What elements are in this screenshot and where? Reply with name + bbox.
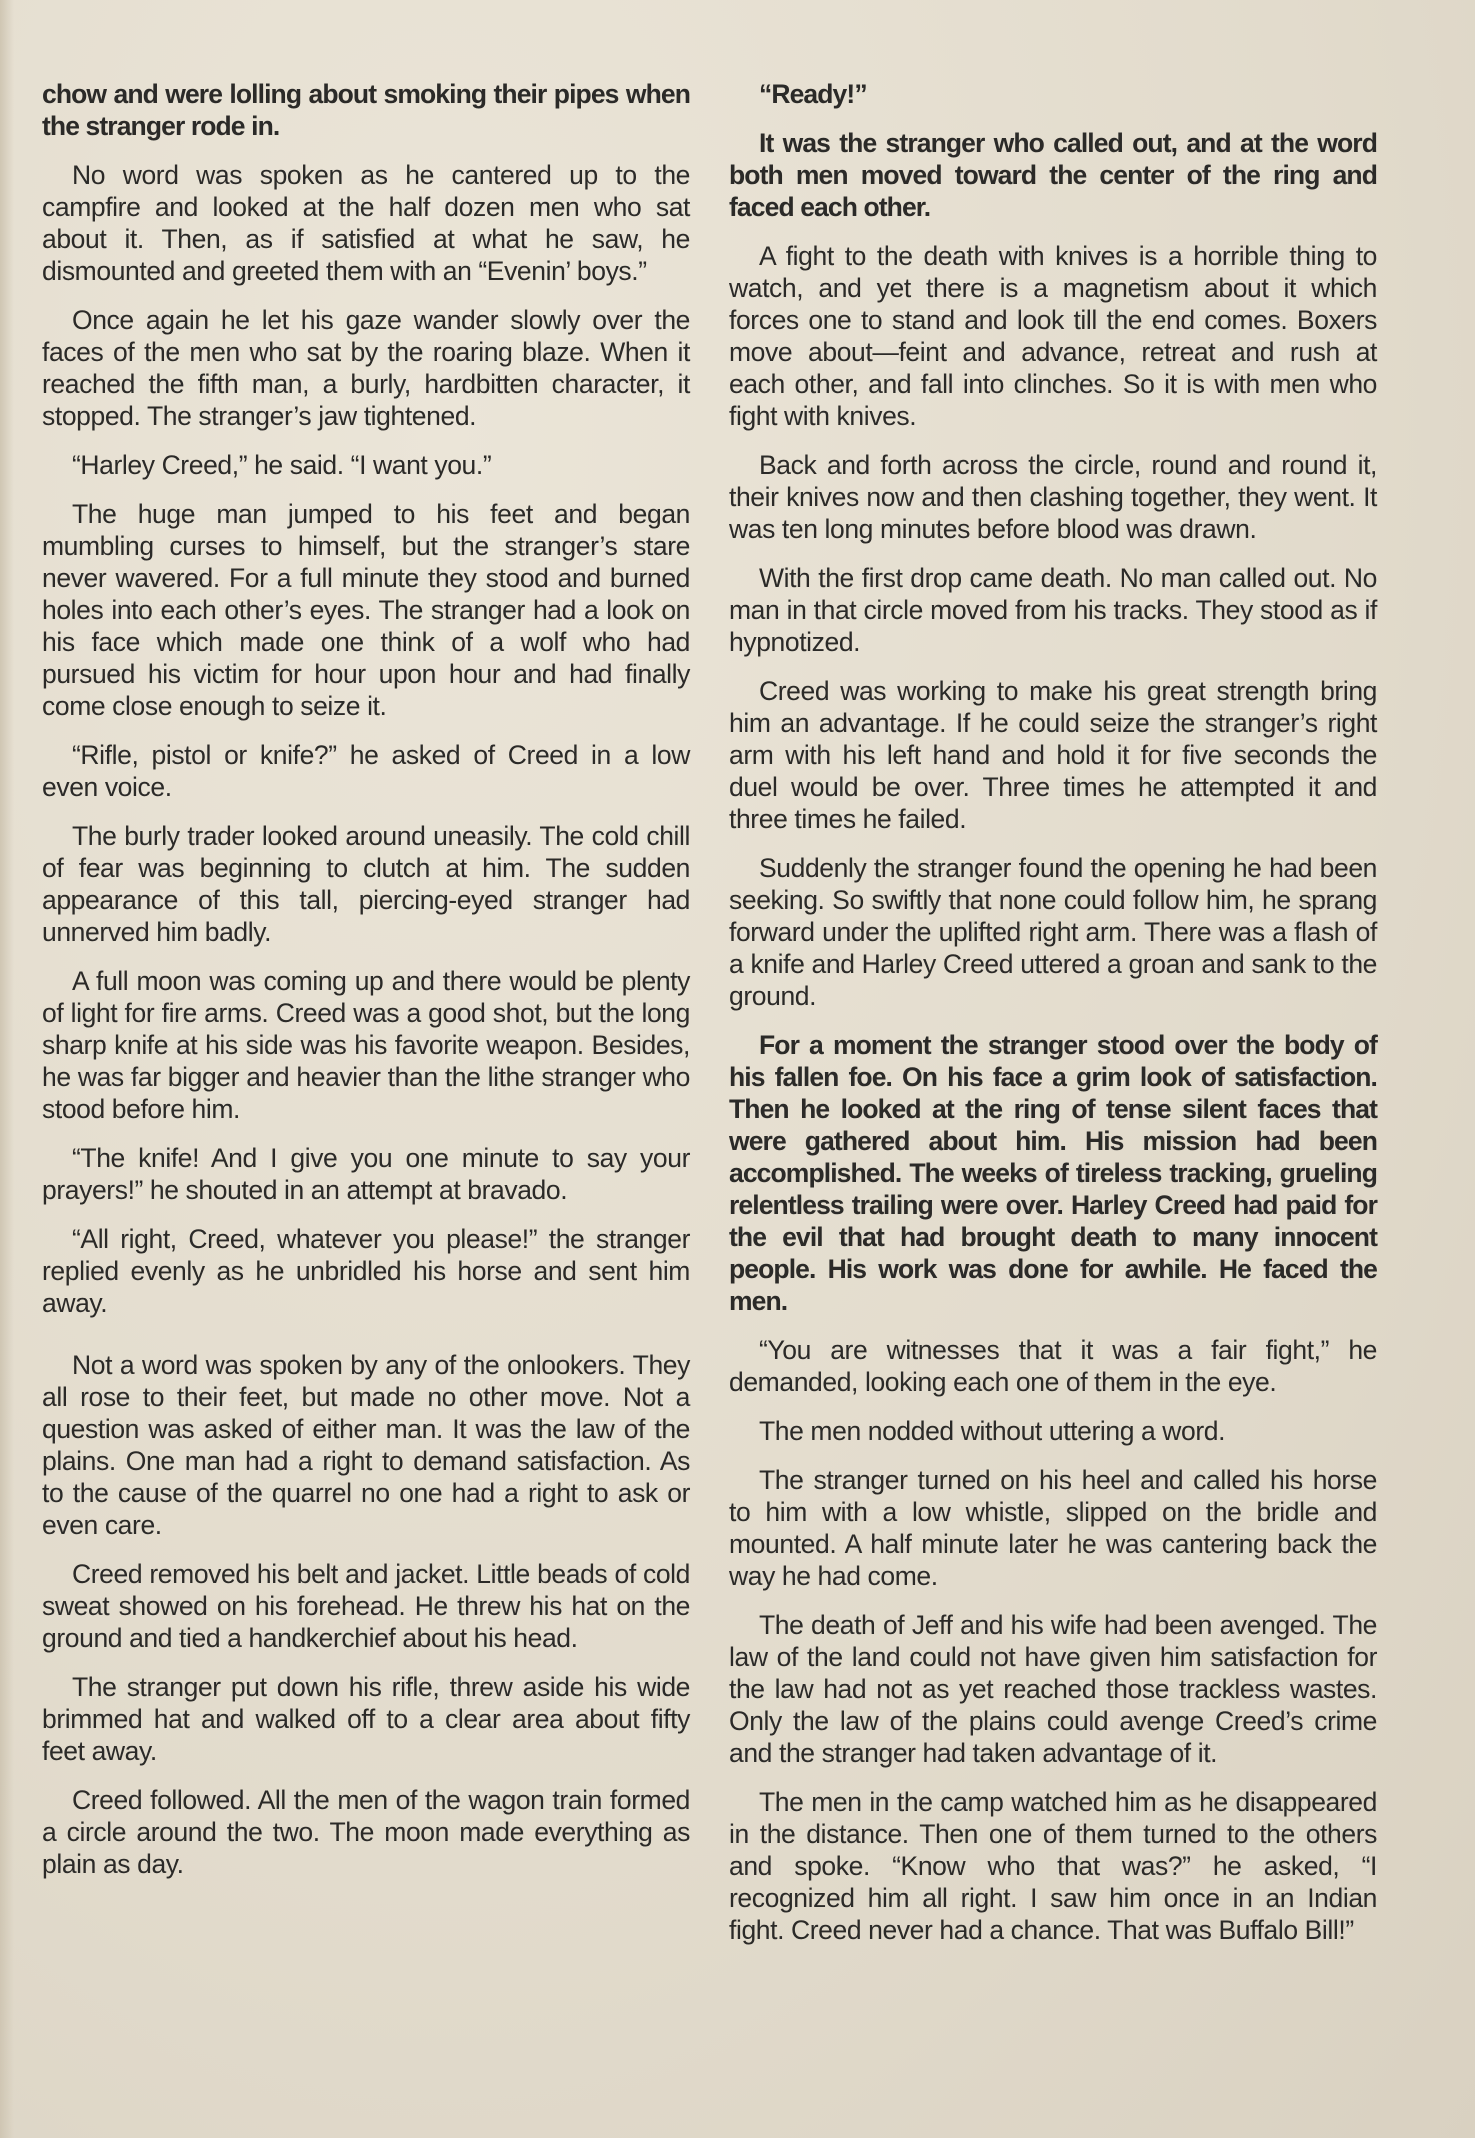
paragraph: The stranger put down his rifle, threw aside his wide brimmed hat and walked off to a clear area about fifty feet away.	[42, 1672, 690, 1766]
paragraph: chow and were lolling about smoking their pipes when the stranger rode in.	[42, 79, 690, 141]
page-edge	[0, 0, 14, 2138]
paragraph: A full moon was coming up and there would be plenty of light for fire arms. Creed was a good shot, but the long sharp knife at his side was his favorite weapon. Besides, he was far bigger and heavier than the lithe stranger who stood before him.	[42, 966, 690, 1124]
paragraph: The stranger turned on his heel and called his horse to him with a low whistle, slipped on the bridle and mounted. A half minute later he was cantering back the way he had come.	[729, 1465, 1377, 1591]
left-text-column	[42, 78, 690, 1897]
paragraph: Creed was working to make his great strength bring him an advantage. If he could seize the stranger’s right arm with his left hand and hold it for five seconds the duel would be over. Three times he attempted it and three times he failed.	[729, 676, 1377, 834]
paragraph: The men nodded without uttering a word.	[759, 1416, 1226, 1446]
paragraph: The burly trader looked around uneasily. The cold chill of fear was beginning to clutch at him. The sudden appearance of this tall, piercing-eyed stranger had unnerved him badly.	[42, 821, 690, 947]
paragraph: Creed removed his belt and jacket. Little beads of cold sweat showed on his forehead. He threw his hat on the ground and tied a handkerchief about his head.	[42, 1559, 690, 1653]
paragraph: Not a word was spoken by any of the onlookers. They all rose to their feet, but made no other move. Not a question was asked of either man. It was the law of the plains. One man had a right to demand satisfaction. As to the cause of the quarrel no one had a right to ask or even care.	[42, 1350, 690, 1540]
paragraph: “You are witnesses that it was a fair fight,” he demanded, looking each one of them in the eye.	[729, 1335, 1377, 1397]
paragraph: “All right, Creed, whatever you please!” the stranger replied evenly as he unbridled his horse and sent him away.	[42, 1224, 690, 1318]
paragraph: A fight to the death with knives is a horrible thing to watch, and yet there is a magnetism about it which forces one to stand and look till the end comes. Boxers move about—feint and advance, retreat and rush at each other, and fall into clinches. So it is with men who fight with knives.	[729, 241, 1377, 431]
paragraph: “Ready!”	[759, 79, 867, 109]
paragraph: “The knife! And I give you one minute to say your prayers!” he shouted in an attempt at bravado.	[42, 1143, 690, 1205]
paragraph: The men in the camp watched him as he disappeared in the distance. Then one of them turned to the others and spoke. “Know who that was?” he asked, “I recognized him all right. I saw him once in an Indian fight. Creed never had a chance. That was Buffalo Bill!”	[729, 1787, 1377, 1945]
paragraph: For a moment the stranger stood over the body of his fallen foe. On his face a grim look of satisfaction. Then he looked at the ring of tense silent faces that were gathered about him. His mission had been accomplished. The weeks of tireless tracking, grueling relentless trailing were over. Harley Creed had paid for the evil that had brought death to many innocent people. His work was done for awhile. He faced the men.	[729, 1030, 1377, 1316]
paragraph: The huge man jumped to his feet and began mumbling curses to himself, but the stranger’s stare never wavered. For a full minute they stood and burned holes into each other’s eyes. The stranger had a look on his face which made one think of a wolf who had pursued his victim for hour upon hour and had finally come close enough to seize it.	[42, 499, 690, 721]
paragraph: With the first drop came death. No man called out. No man in that circle moved from his tracks. They stood as if hypnotized.	[729, 563, 1377, 657]
paragraph: It was the stranger who called out, and at the word both men moved toward the center of the ring and faced each other.	[729, 128, 1377, 222]
right-text-column	[729, 78, 1377, 1963]
paragraph: Suddenly the stranger found the opening he had been seeking. So swiftly that none could follow him, he sprang forward under the uplifted right arm. There was a flash of a knife and Harley Creed uttered a groan and sank to the ground.	[729, 853, 1377, 1011]
paragraph: Creed followed. All the men of the wagon train formed a circle around the two. The moon made everything as plain as day.	[42, 1785, 690, 1879]
paragraph: No word was spoken as he cantered up to the campfire and looked at the half dozen men who sat about it. Then, as if satisfied at what he saw, he dismounted and greeted them with an “Evenin’ boys.”	[42, 160, 690, 286]
paragraph: Once again he let his gaze wander slowly over the faces of the men who sat by the roaring blaze. When it reached the fifth man, a burly, hardbitten character, it stopped. The stranger’s jaw tightened.	[42, 305, 690, 431]
paragraph: The death of Jeff and his wife had been avenged. The law of the land could not have given him satisfaction for the law had not as yet reached those trackless wastes. Only the law of the plains could avenge Creed’s crime and the stranger had taken advantage of it.	[729, 1610, 1377, 1768]
paragraph: “Rifle, pistol or knife?” he asked of Creed in a low even voice.	[42, 740, 690, 802]
paragraph: Back and forth across the circle, round and round it, their knives now and then clashing together, they went. It was ten long minutes before blood was drawn.	[729, 450, 1377, 544]
paragraph: “Harley Creed,” he said. “I want you.”	[72, 450, 492, 480]
